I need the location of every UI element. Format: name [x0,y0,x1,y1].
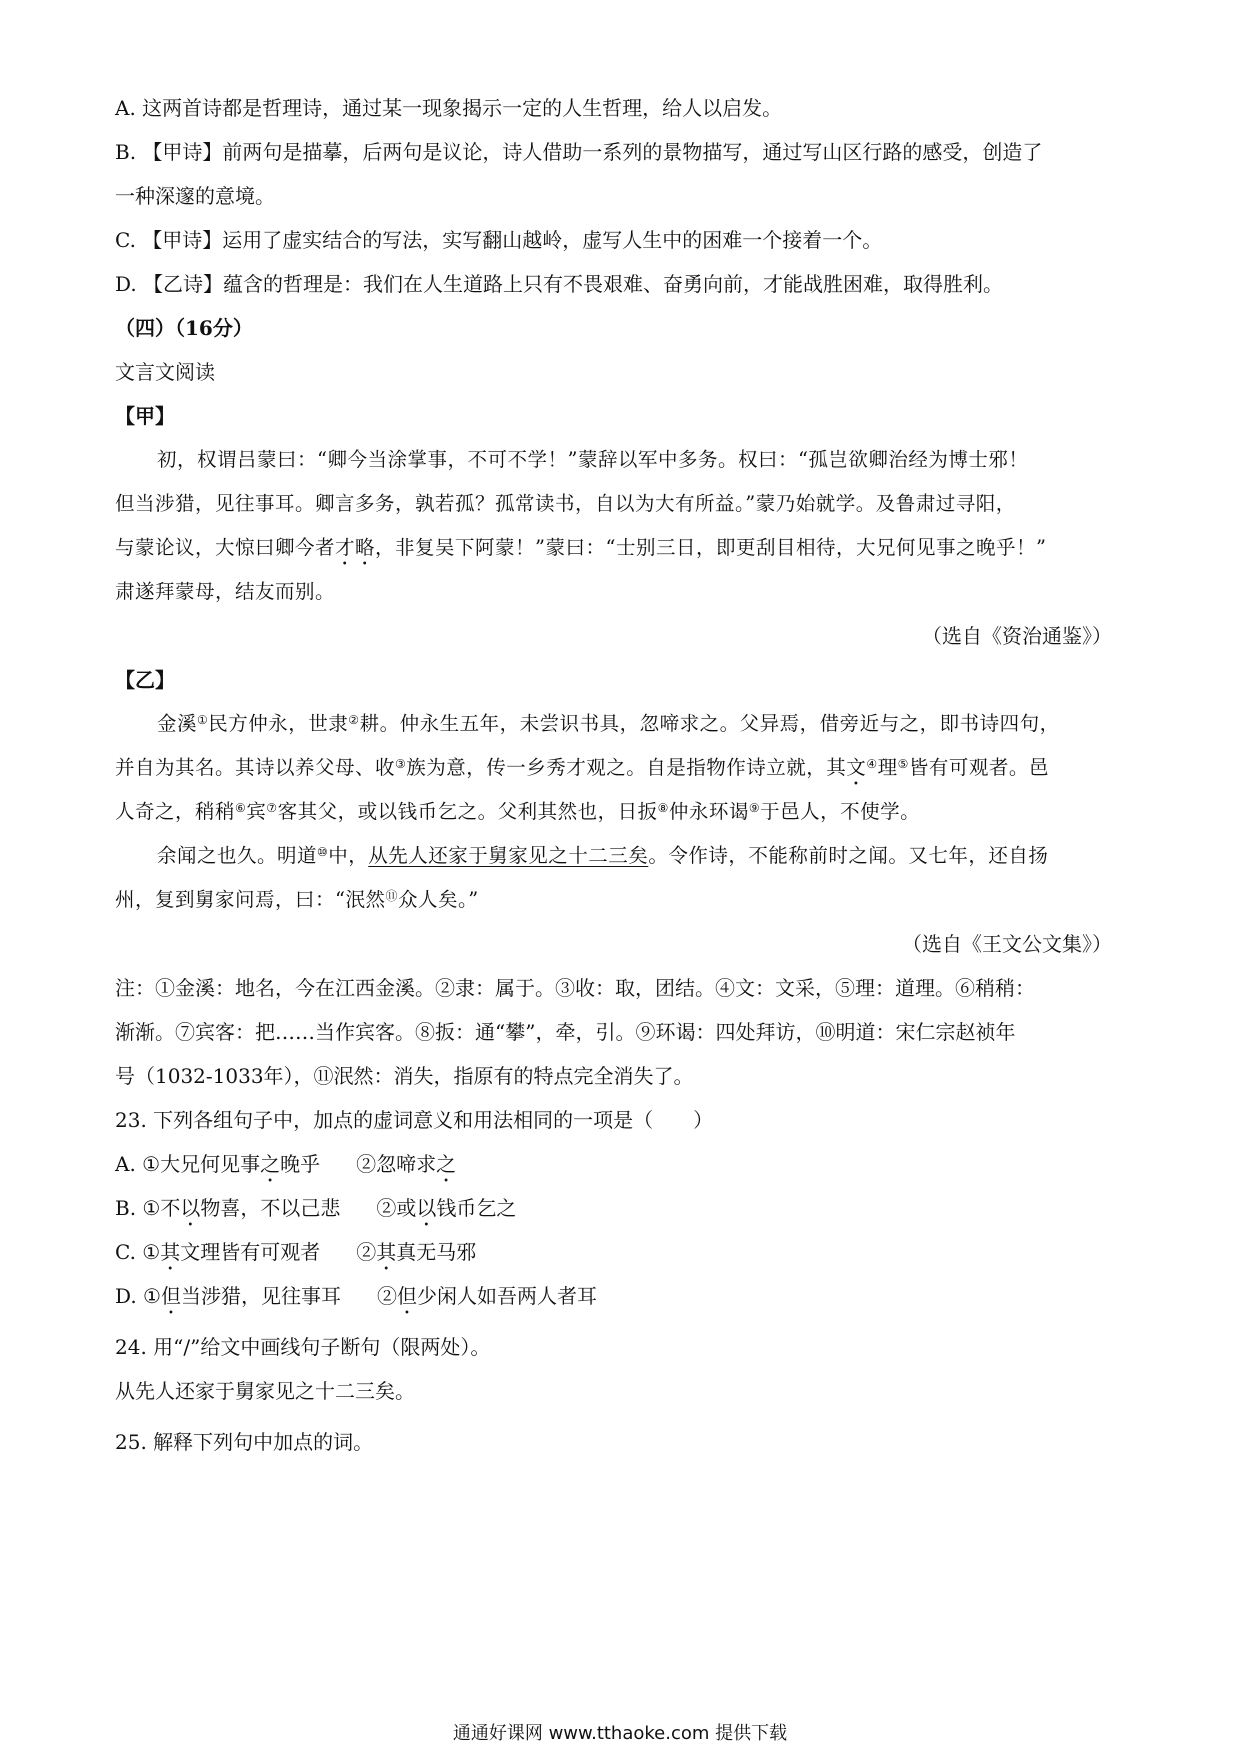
underlined-sentence: 从先人还家于舅家见之十二三矣 [368,844,649,867]
dotted-word: 以 [180,1196,201,1220]
passage-jia-line1: 初，权谓吕蒙曰：“卿今当涂掌事，不可不学！”蒙辞以军中多务。权曰：“孤岂欲卿治经为博士邪！ [157,448,1029,471]
note-mark: ⑦ [266,801,278,815]
option-b-prev-line1: B. 【甲诗】前两句是描摹，后两句是议论，诗人借助一系列的景物描写，通过写山区行路的感受，创造了 [115,140,1043,164]
note-mark: ⑤ [897,757,909,771]
passage-jia-label: 【甲】 [115,404,175,428]
question-24-sentence: 从先人还家于舅家见之十二三矣。 [115,1379,415,1403]
question-23-option-d: D. ①但当涉猎，见往事耳 ②但少闲人如吾两人者耳 [115,1284,597,1308]
passage-jia-line2: 但当涉猎，见往事耳。卿言多务，孰若孤？孤常读书，自以为大有所益。”蒙乃始就学。及鲁肃过寻阳， [115,492,1016,515]
dotted-word: 略 [355,536,376,559]
passage-yi-source: （选自《王文公文集》） [902,932,1112,956]
notes-line3: 号（1032-1033年），⑪泯然：消失，指原有的特点完全消失了。 [115,1064,694,1088]
question-23-option-c: C. ①其文理皆有可观者 ②其真无马邪 [115,1240,477,1264]
dotted-word: 以 [416,1196,437,1220]
dotted-word: 但 [396,1284,417,1308]
note-mark: ③ [395,757,407,771]
passage-jia-line4: 肃遂拜蒙母，结友而别。 [115,580,336,603]
note-mark: ⑥ [235,801,247,815]
note-mark: ⑪ [385,889,398,903]
option-c-prev: C. 【甲诗】运用了虚实结合的写法，实写翻山越岭，虚写人生中的困难一个接着一个。 [115,228,883,252]
option-d-prev: D. 【乙诗】蕴含的哲理是：我们在人生道路上只有不畏艰难、奋勇向前，才能战胜困难，取得胜利。 [115,272,1004,296]
question-25-stem: 25. 解释下列句中加点的词。 [115,1430,374,1454]
option-b-prev-line2: 一种深邃的意境。 [115,184,275,208]
passage-jia-source: （选自《资治通鉴》） [922,624,1112,648]
note-mark: ② [348,713,360,727]
passage-yi-line3: 人奇之，稍稍⑥宾⑦客其父，或以钱币乞之。父利其然也，日扳⑧仲永环谒⑨于邑人，不使学。 [115,800,921,823]
note-mark: ① [197,713,209,727]
dotted-word: 文 [846,756,867,779]
section-subtitle: 文言文阅读 [115,360,215,384]
dotted-word: 其 [160,1240,181,1264]
note-mark: ⑧ [657,801,669,815]
dotted-word: 之 [436,1152,457,1176]
note-mark: ④ [866,757,878,771]
option-a-prev: A. 这两首诗都是哲理诗，通过某一现象揭示一定的人生哲理，给人以启发。 [115,96,783,120]
question-24-stem: 24. 用“/”给文中画线句子断句（限两处）。 [115,1335,491,1359]
question-23-option-a: A. ①大兄何见事之晚乎 ②忽啼求之 [115,1152,457,1176]
passage-yi-line4: 余闻之也久。明道⑩中，从先人还家于舅家见之十二三矣。令作诗，不能称前时之闻。又七年，还自扬 [157,844,1049,867]
question-23-stem: 23. 下列各组句子中，加点的虚词意义和用法相同的一项是（ ） [115,1108,714,1132]
passage-yi-label: 【乙】 [115,668,175,692]
passage-yi-line1: 金溪①民方仲永，世隶②耕。仲永生五年，未尝识书具，忽啼求之。父异焉，借旁近与之，即书诗四句， [157,712,1060,735]
note-mark: ⑩ [317,845,329,859]
dotted-word: 之 [260,1152,281,1176]
dotted-word: 才 [335,536,356,559]
question-23-option-b: B. ①不以物喜，不以己悲 ②或以钱币乞之 [115,1196,517,1220]
passage-jia-line3: 与蒙论议，大惊曰卿今者才略，非复吴下阿蒙！”蒙曰：“士别三日，即更刮目相待，大兄何见事之晚乎！” [115,536,1047,559]
dotted-word: 其 [376,1240,397,1264]
dotted-word: 但 [160,1284,181,1308]
notes-line2: 渐渐。⑦宾客：把……当作宾客。⑧扳：通“攀”，牵，引。⑨环谒：四处拜访，⑩明道：宋仁宗赵祯年 [115,1020,1016,1044]
notes-line1: 注：①金溪：地名，今在江西金溪。②隶：属于。③收：取，团结。④文：文采，⑤理：道理。⑥稍稍： [115,976,1035,1000]
passage-yi-line2: 并自为其名。其诗以养父母、收③族为意，传一乡秀才观之。自是指物作诗立就，其文④理⑤皆有可观者。邑 [115,756,1049,779]
section-title: （四）（16分） [115,316,253,340]
passage-yi-line5: 州，复到舅家问焉，曰：“泯然⑪众人矣。” [115,888,479,911]
note-mark: ⑨ [748,801,761,815]
page-footer: 通通好课网 www.tthaoke.com 提供下载 [452,1723,788,1744]
